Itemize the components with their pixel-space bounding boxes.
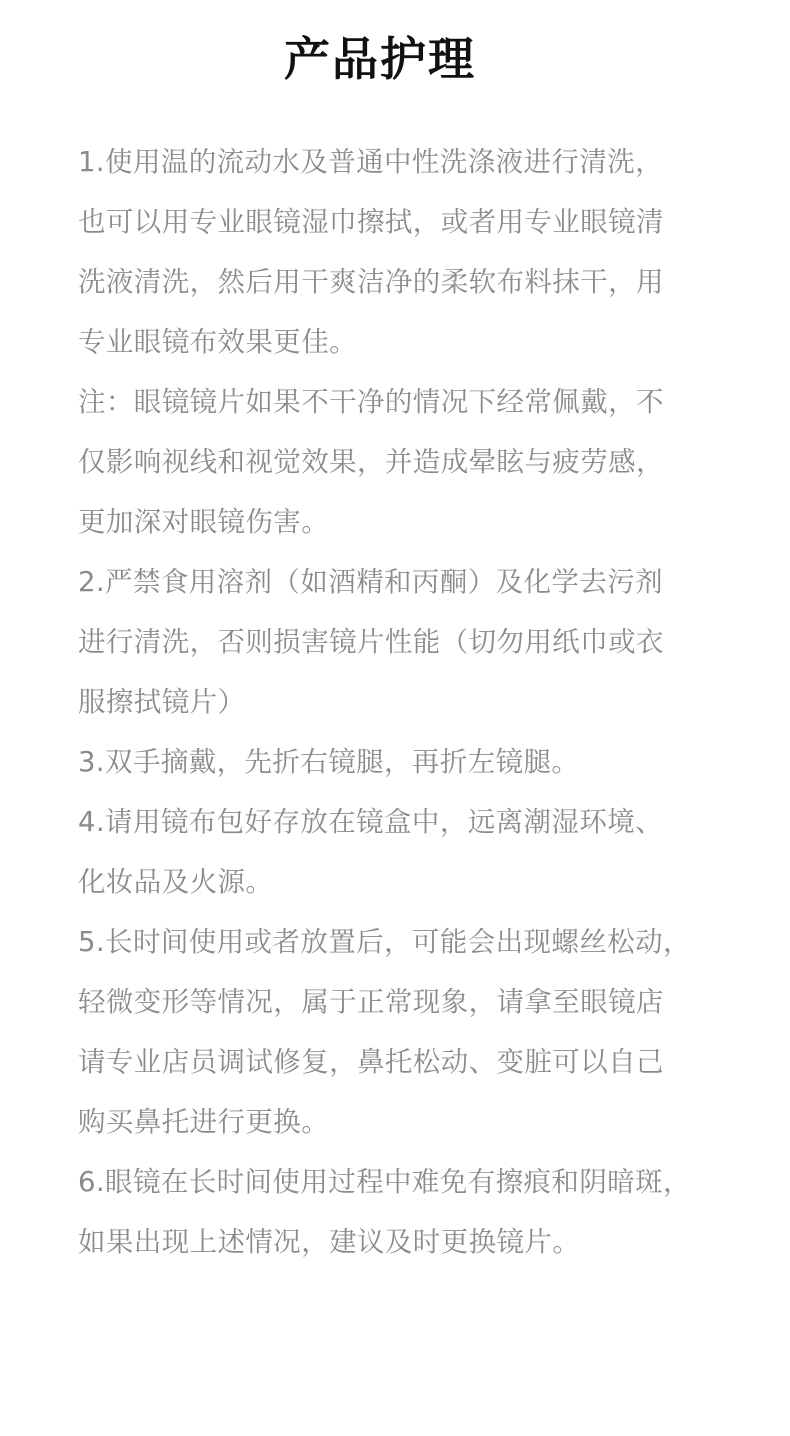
text-line: 5.长时间使用或者放置后，可能会出现螺丝松动， (78, 926, 691, 958)
text-line: 2.严禁食用溶剂（如酒精和丙酮）及化学去污剂 (78, 566, 664, 598)
text-line: 4.请用镜布包好存放在镜盒中，远离潮湿环境、 (78, 806, 664, 838)
text-line: 化妆品及火源。 (78, 866, 274, 898)
text-line: 1.使用温的流动水及普通中性洗涤液进行清洗， (78, 146, 664, 178)
text-line: 进行清洗，否则损害镜片性能（切勿用纸巾或衣 (78, 626, 664, 658)
text-line: 也可以用专业眼镜湿巾擦拭，或者用专业眼镜清 (78, 206, 664, 238)
text-line: 更加深对眼镜伤害。 (78, 506, 330, 538)
text-line: 服擦拭镜片） (78, 686, 246, 718)
text-line: 轻微变形等情况，属于正常现象，请拿至眼镜店 (78, 986, 664, 1018)
text-line: 请专业店员调试修复，鼻托松动、变脏可以自己 (78, 1046, 664, 1078)
text-line: 3.双手摘戴，先折右镜腿，再折左镜腿。 (78, 746, 580, 778)
care-instructions (78, 132, 718, 1272)
page-title: 产品护理 (284, 32, 476, 86)
text-line: 6.眼镜在长时间使用过程中难免有擦痕和阴暗斑， (78, 1166, 691, 1198)
text-line: 仅影响视线和视觉效果，并造成晕眩与疲劳感， (78, 446, 664, 478)
text-line: 洗液清洗，然后用干爽洁净的柔软布料抹干，用 (78, 266, 664, 298)
text-line: 购买鼻托进行更换。 (78, 1106, 330, 1138)
text-line: 如果出现上述情况，建议及时更换镜片。 (78, 1226, 581, 1258)
text-line: 专业眼镜布效果更佳。 (78, 326, 357, 358)
text-line: 注：眼镜镜片如果不干净的情况下经常佩戴，不 (78, 386, 664, 418)
